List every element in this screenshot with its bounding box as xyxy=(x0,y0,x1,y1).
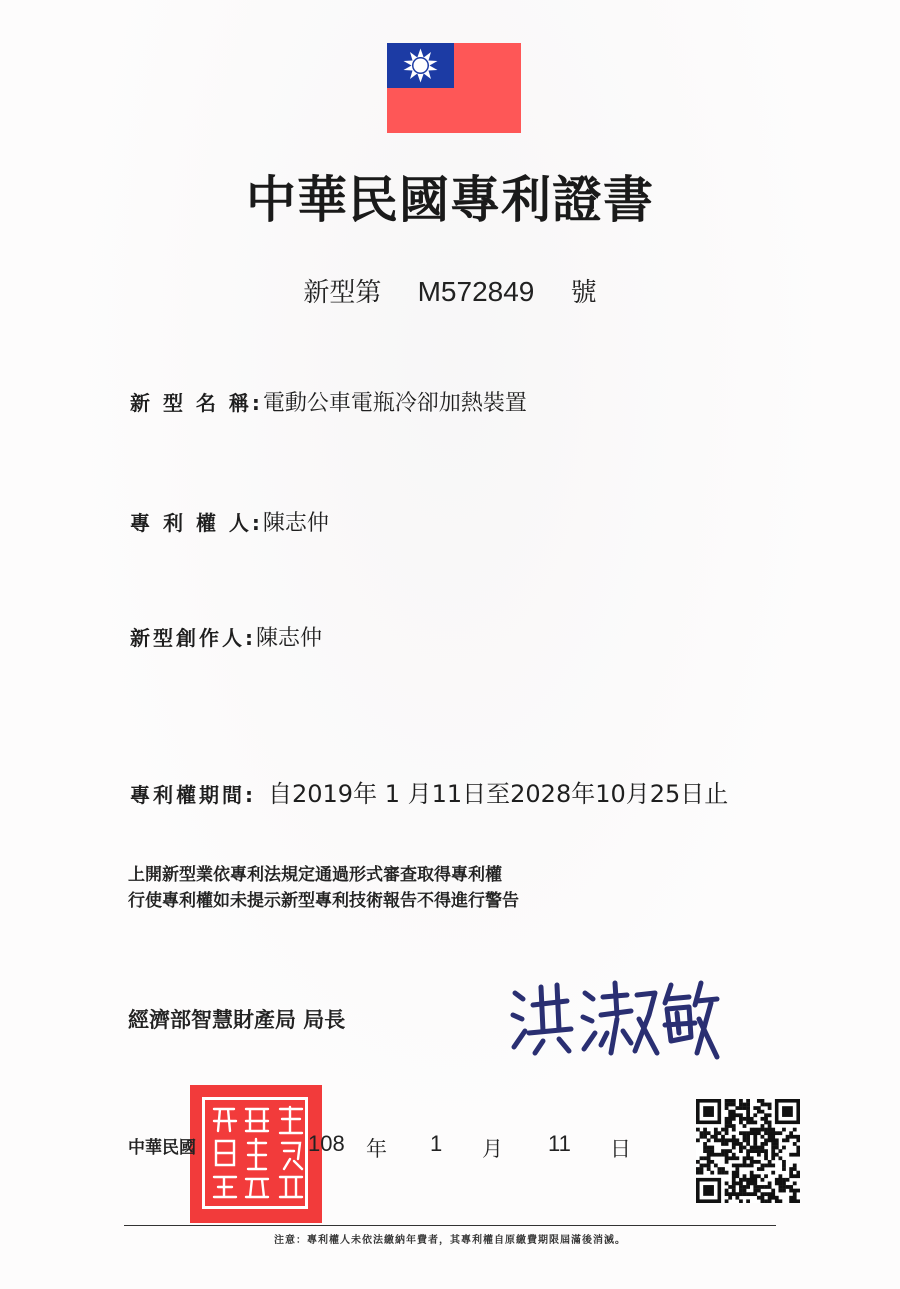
issue-date xyxy=(128,1131,631,1161)
national-flag xyxy=(387,43,521,133)
certificate-prefix: 新型第 xyxy=(303,278,382,308)
field-holder-value: 陳志仲 xyxy=(262,511,329,536)
legal-notice-line-2: 行使專利權如未提示新型專利技術報告不得進行警告 xyxy=(128,891,519,911)
field-term-label: 專利權期間: xyxy=(130,783,256,807)
handwritten-signature xyxy=(505,975,720,1070)
date-day: 11 xyxy=(548,1131,571,1156)
field-holder-label: 專 利 權 人: xyxy=(130,511,263,535)
date-era: 中華民國 xyxy=(128,1138,196,1158)
certificate-number-line xyxy=(0,272,900,309)
certificate-title: 中華民國專利證書 xyxy=(246,170,654,229)
field-creator-value: 陳志仲 xyxy=(256,626,323,651)
field-term-row xyxy=(130,774,728,809)
seal-glyphs-icon xyxy=(190,1085,322,1223)
footnote: 注意：專利權人未依法繳納年費者，其專利權自原繳費期限屆滿後消滅。 xyxy=(274,1235,626,1246)
date-month: 1 xyxy=(430,1131,443,1156)
date-year: 108 xyxy=(308,1131,345,1156)
field-name-row xyxy=(130,386,527,417)
field-creator-label: 新型創作人: xyxy=(130,626,256,650)
field-creator-row xyxy=(130,621,322,652)
legal-notice-line-1: 上開新型業依專利法規定通過形式審查取得專利權 xyxy=(128,865,502,885)
official-seal xyxy=(190,1085,322,1223)
field-holder-row xyxy=(130,506,329,537)
date-month-unit: 月 xyxy=(482,1137,503,1161)
footer-rule xyxy=(124,1225,776,1226)
certificate-suffix: 號 xyxy=(570,278,597,308)
date-year-unit: 年 xyxy=(366,1137,387,1161)
field-name-label: 新 型 名 稱: xyxy=(130,391,263,415)
certificate-number: M572849 xyxy=(417,276,535,307)
director-title: 經濟部智慧財產局 局長 xyxy=(128,1008,346,1032)
legal-notice xyxy=(128,862,519,914)
date-day-unit: 日 xyxy=(610,1137,631,1161)
sun-emblem-icon xyxy=(387,43,454,88)
field-name-value: 電動公車電瓶冷卻加熱裝置 xyxy=(262,391,527,416)
qr-code-icon xyxy=(696,1099,800,1203)
field-term-value: 自2019年 1 月11日至2028年10月25日止 xyxy=(268,780,729,808)
